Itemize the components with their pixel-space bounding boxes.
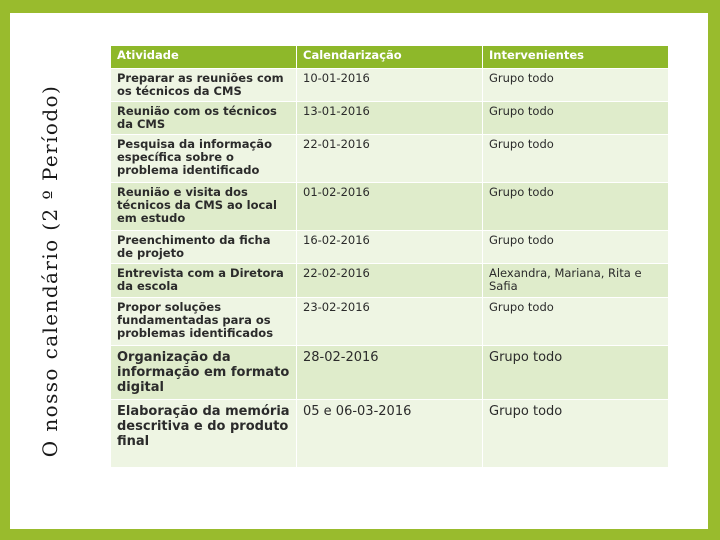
activity-cell: Organização da informação em formato digital [111,346,297,400]
date-cell: 22-01-2016 [297,135,483,183]
activity-cell: Pesquisa da informação específica sobre o problema identificado [111,135,297,183]
activity-cell: Reunião e visita dos técnicos da CMS ao local em estudo [111,183,297,231]
date-cell: 22-02-2016 [297,264,483,298]
participants-cell: Grupo todo [483,298,669,346]
activity-cell: Entrevista com a Diretora da escola [111,264,297,298]
participants-cell: Grupo todo [483,102,669,135]
table-row [111,135,669,183]
participants-cell: Grupo todo [483,69,669,102]
header-row [111,46,669,69]
participants-cell: Alexandra, Mariana, Rita e Safia [483,264,669,298]
table-row [111,102,669,135]
participants-cell: Grupo todo [483,183,669,231]
header-activity: Atividade [111,46,297,69]
slide-title-container [10,13,90,529]
table-row [111,400,669,468]
participants-cell: Grupo todo [483,135,669,183]
date-cell: 05 e 06-03-2016 [297,400,483,468]
table-row [111,264,669,298]
activity-cell: Elaboração da memória descritiva e do produto final [111,400,297,468]
slide-title: O nosso calendário (2 º Período) [38,84,62,458]
activity-cell: Preparar as reuniões com os técnicos da CMS [111,69,297,102]
table-row [111,346,669,400]
participants-cell: Grupo todo [483,400,669,468]
activity-cell: Reunião com os técnicos da CMS [111,102,297,135]
date-cell: 23-02-2016 [297,298,483,346]
date-cell: 10-01-2016 [297,69,483,102]
slide [10,13,708,529]
participants-cell: Grupo todo [483,346,669,400]
calendar-table [110,45,669,468]
table-row [111,69,669,102]
table-row [111,298,669,346]
date-cell: 16-02-2016 [297,231,483,264]
table-row [111,231,669,264]
participants-cell: Grupo todo [483,231,669,264]
header-participants: Intervenientes [483,46,669,69]
date-cell: 28-02-2016 [297,346,483,400]
activity-cell: Preenchimento da ficha de projeto [111,231,297,264]
activity-cell: Propor soluções fundamentadas para os problemas identificados [111,298,297,346]
table-row [111,183,669,231]
header-date: Calendarização [297,46,483,69]
date-cell: 01-02-2016 [297,183,483,231]
date-cell: 13-01-2016 [297,102,483,135]
